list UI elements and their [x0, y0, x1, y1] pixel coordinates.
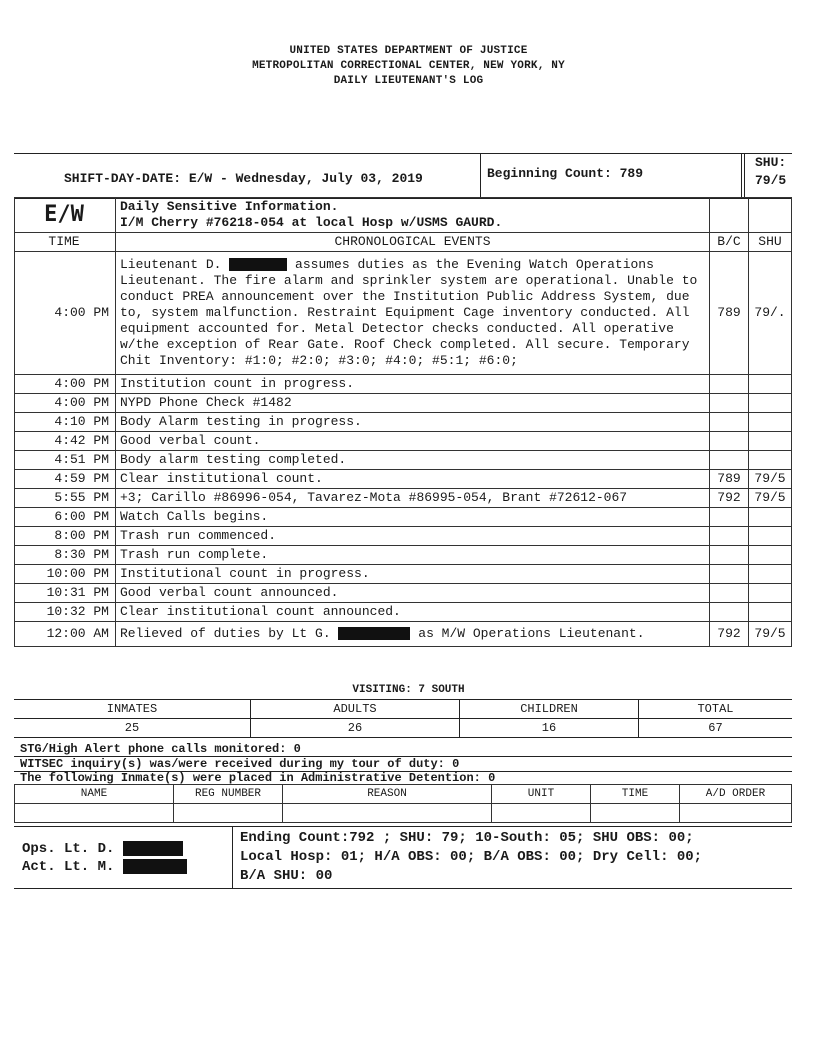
- dsi-title: Daily Sensitive Information.: [120, 199, 339, 214]
- entry-time: 4:00 PM: [15, 252, 116, 375]
- col-inmates: INMATES: [106, 702, 158, 716]
- entry-pre: Lieutenant D.: [120, 257, 222, 272]
- ops-lt-signature: [22, 841, 183, 857]
- column-header-row: [15, 233, 792, 252]
- shu-count: [744, 154, 792, 198]
- col-events: CHRONOLOGICAL EVENTS: [116, 233, 710, 252]
- act-lt-signature: [22, 859, 187, 875]
- shift-bar: [14, 153, 792, 199]
- ops-lt-label: Ops. Lt. D.: [22, 841, 115, 858]
- log-entry: 4:00 PM Institution count in progress.: [15, 375, 792, 394]
- stg-line: STG/High Alert phone calls monitored: 0: [20, 742, 301, 756]
- log-entry-last: [15, 622, 792, 647]
- col-time: TIME: [591, 785, 680, 804]
- children-value: 16: [460, 719, 639, 738]
- entry-shu: 79/5: [749, 622, 792, 647]
- divider: [14, 826, 792, 827]
- visiting-table: [14, 699, 792, 738]
- entry-event: [116, 252, 710, 375]
- entry-bc: 789: [710, 252, 749, 375]
- entry-shu: 79/.: [749, 252, 792, 375]
- col-reg: REG NUMBER: [174, 785, 283, 804]
- shift-code: E/W: [15, 198, 116, 233]
- admin-detention-table: [14, 784, 792, 823]
- shu-label: SHU:: [755, 155, 787, 170]
- header-line-2: METROPOLITAN CORRECTIONAL CENTER, NEW YORK, NY: [252, 60, 565, 72]
- entry-pre: Relieved of duties by Lt G.: [120, 626, 331, 641]
- col-ad-order: A/D ORDER: [680, 785, 792, 804]
- log-entry: 4:10 PM Body Alarm testing in progress.: [15, 413, 792, 432]
- col-total: TOTAL: [639, 700, 793, 719]
- log-entry-first: [15, 252, 792, 375]
- col-time: TIME: [15, 233, 116, 252]
- col-children: CHILDREN: [460, 700, 639, 719]
- log-entry: 8:00 PM Trash run commenced.: [15, 527, 792, 546]
- log-entry: 6:00 PM Watch Calls begins.: [15, 508, 792, 527]
- col-adults: ADULTS: [251, 700, 460, 719]
- entry-text: assumes duties as the Evening Watch Operations Lieutenant. The fire alarm and sprinkler system are operational. Unable to conduct PREA announcement over the Institution Public Address System, due to, system malfunction. Restraint Equipment Cage inventory conducted. All equipment accounted for. Metal Detector checks conducted. All operative w/the exception of Rear Gate. Roof Check completed. All secure. Temporary Chit Inventory: #1:0; #2:0; #3:0; #4:0; #5:1; #6:0;: [120, 257, 698, 368]
- log-entry: 10:31 PM Good verbal count announced.: [15, 584, 792, 603]
- dsi-text: I/M Cherry #76218-054 at local Hosp w/USMS GAURD.: [120, 215, 503, 230]
- ending-line-1: Ending Count:792 ; SHU: 79; 10-South: 05; SHU OBS: 00;: [240, 830, 694, 846]
- header-line-3: DAILY LIEUTENANT'S LOG: [333, 75, 484, 87]
- log-entry: 4:51 PM Body alarm testing completed.: [15, 451, 792, 470]
- adults-value: 26: [251, 719, 460, 738]
- visiting-title: VISITING: 7 SOUTH: [352, 684, 465, 696]
- ending-count: [240, 829, 702, 886]
- beginning-count: Beginning Count: 789: [480, 154, 742, 198]
- col-name: NAME: [15, 785, 174, 804]
- act-lt-label: Act. Lt. M.: [22, 859, 115, 876]
- admin-detention-line: The following Inmate(s) were placed in Administrative Detention: 0: [20, 771, 496, 785]
- dsi-row: [15, 198, 792, 233]
- shift-day-date: SHIFT-DAY-DATE: E/W - Wednesday, July 03, 2019: [64, 171, 423, 186]
- redaction-block: [123, 841, 183, 856]
- log-entry: 8:30 PM Trash run complete.: [15, 546, 792, 565]
- signoff-divider: [232, 826, 233, 888]
- redaction-block: [123, 859, 187, 874]
- log-entry: 4:59 PM Clear institutional count. 789 79/5: [15, 470, 792, 489]
- entry-post: as M/W Operations Lieutenant.: [418, 626, 645, 641]
- daily-sensitive-info: [116, 198, 710, 233]
- col-unit: UNIT: [492, 785, 591, 804]
- log-entry: 5:55 PM +3; Carillo #86996-054, Tavarez-Mota #86995-054, Brant #72612-067 792 79/5: [15, 489, 792, 508]
- entry-time: 12:00 AM: [15, 622, 116, 647]
- col-bc: B/C: [710, 233, 749, 252]
- shu-value: 79/5: [755, 173, 787, 188]
- header-line-1: UNITED STATES DEPARTMENT OF JUSTICE: [289, 45, 528, 57]
- document-header: [0, 44, 817, 89]
- inmates-value: 25: [124, 721, 140, 735]
- divider: [14, 888, 792, 889]
- entry-event: [116, 622, 710, 647]
- log-entry: 10:00 PM Institutional count in progress.: [15, 565, 792, 584]
- redaction-block: [229, 258, 287, 271]
- ending-line-3: B/A SHU: 00: [240, 868, 333, 884]
- total-value: 67: [639, 719, 793, 738]
- log-entry: 10:32 PM Clear institutional count announced.: [15, 603, 792, 622]
- col-reason: REASON: [283, 785, 492, 804]
- log-entry: 4:42 PM Good verbal count.: [15, 432, 792, 451]
- ending-line-2: Local Hosp: 01; H/A OBS: 00; B/A OBS: 00; Dry Cell: 00;: [240, 849, 703, 865]
- entry-bc: 792: [710, 622, 749, 647]
- log-table: [14, 197, 792, 647]
- redaction-block: [338, 627, 410, 640]
- log-entry: 4:00 PM NYPD Phone Check #1482: [15, 394, 792, 413]
- witsec-line: WITSEC inquiry(s) was/were received during my tour of duty: 0: [20, 757, 460, 771]
- col-shu: SHU: [749, 233, 792, 252]
